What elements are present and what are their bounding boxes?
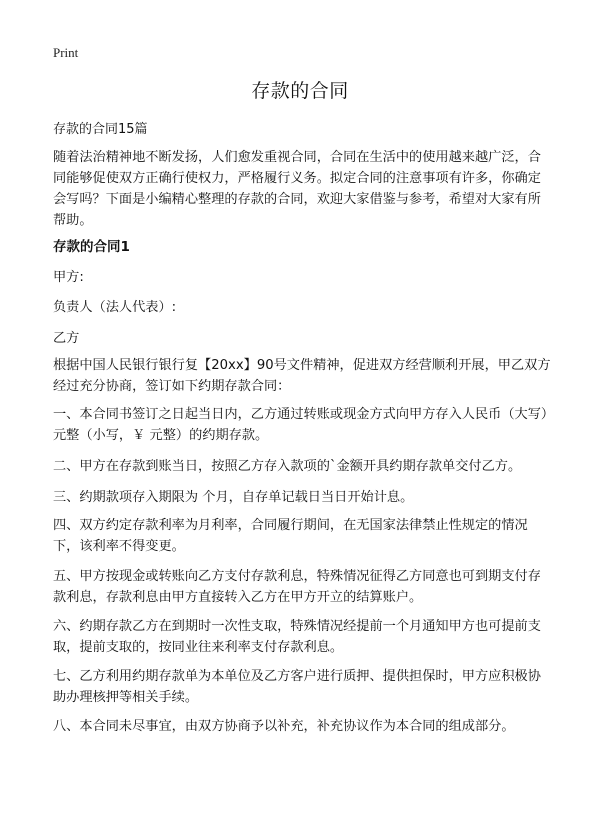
clause-1: 一、本合同书签订之日起当日内，乙方通过转账或现金方式向甲方存入人民币（大写）元整（小写，￥ 元整）的约期存款。 [53, 407, 548, 443]
clause-5: 五、甲方按现金或转账向乙方支付存款利息，特殊情况征得乙方同意也可到期支付存款利息，存款利息由甲方直接转入乙方在甲方开立的结算账户。 [53, 569, 541, 605]
print-link[interactable]: Print [53, 45, 79, 60]
party-a-line: 甲方: [53, 270, 84, 285]
clause-6: 六、约期存款乙方在到期时一次性支取，特殊情况经提前一个月通知甲方也可提前支取，提前支取的，按同业往来利率支付存款利息。 [53, 619, 541, 655]
clause-2: 二、甲方在存款到账当日，按照乙方存入款项的`金额开具约期存款单交付乙方。 [53, 459, 522, 474]
clause-7: 七、乙方利用约期存款单为本单位及乙方客户进行质押、提供担保时，甲方应积极协助办理核押等相关手续。 [53, 669, 541, 705]
section-heading: 存款的合同1 [53, 239, 130, 255]
clause-3: 三、约期款项存入期限为 个月，自存单记载日当日开始计息。 [53, 490, 414, 505]
document-subtitle: 存款的合同15篇 [53, 122, 148, 137]
page-title: 存款的合同 [251, 80, 349, 102]
representative-line: 负责人（法人代表）: [53, 300, 177, 315]
basis-paragraph: 根据中国人民银行银行复【20xx】90号文件精神，促进双方经营顺利开展，甲乙双方经过充分协商，签订如下约期存款合同： [53, 358, 551, 394]
clause-8: 八、本合同未尽事宜，由双方协商予以补充，补充协议作为本合同的组成部分。 [53, 719, 515, 734]
clause-4: 四、双方约定存款利率为月利率，合同履行期间，在无国家法律禁止性规定的情况下，该利率不得变更。 [53, 518, 528, 554]
party-b-line: 乙方 [53, 331, 80, 346]
intro-paragraph: 随着法治精神地不断发扬，人们愈发重视合同，合同在生活中的使用越来越广泛，合同能够促使双方正确行使权力，严格履行义务。拟定合同的注意事项有许多，你确定会写吗？下面是小编精心整理的存款的合同，欢迎大家借鉴与参考，希望对大家有所帮助。 [53, 150, 541, 228]
